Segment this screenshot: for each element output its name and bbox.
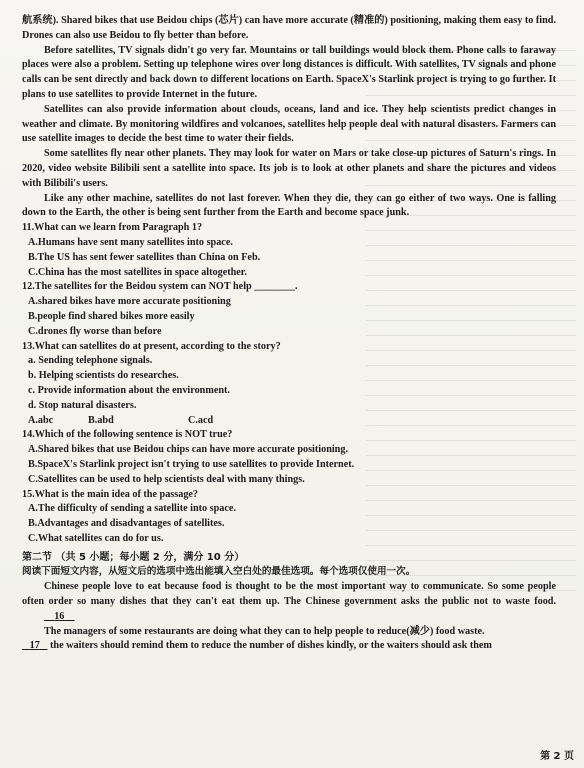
question-13	[22, 340, 556, 429]
choice-c: C.acd	[188, 414, 214, 426]
section-2-title: 第二节 （共 5 小题；每小题 2 分，满分 10 分）	[22, 551, 245, 563]
question-stem: 14.Which of the following sentence is NOT true?	[22, 429, 233, 441]
option-b: B.SpaceX's Starlink project isn't trying to use satellites to provide Internet.	[28, 458, 355, 470]
question-14	[22, 428, 556, 487]
choice-a: A.abc	[28, 414, 54, 426]
blank-16-number: 16	[54, 610, 65, 622]
question-stem: 11.What can we learn from Paragraph 1?	[22, 222, 203, 234]
choice-b: B.abd	[88, 414, 114, 426]
page-content	[22, 14, 556, 654]
passage-paragraph-1-tail: 航系统). Shared bikes that use Beidou chips (芯片) can have more accurate (精准的) positioning, making them easy to find. Drones can also use Beidou to fly better than before.	[22, 15, 556, 41]
passage-paragraph-3: Satellites can also provide information about clouds, oceans, land and ice. They help scientists predict changes in weather and climate. By monitoring wildfires and volcanoes, satellites help people deal with natural disasters. Farmers can use satellite images to decide the best time to water their fields.	[22, 103, 556, 145]
question-11	[22, 221, 556, 280]
option-a: A.Humans have sent many satellites into space.	[28, 236, 233, 248]
question-stem: 13.What can satellites do at present, according to the story?	[22, 340, 281, 352]
option-c: C.drones fly worse than before	[28, 325, 162, 337]
question-12	[22, 280, 556, 339]
option-b: B.The US has sent fewer satellites than China on Feb.	[28, 251, 261, 263]
option-b: B.Advantages and disadvantages of satellites.	[28, 518, 225, 530]
section-2-paragraph-2: The managers of some restaurants are doing what they can to help people to reduce(减少) food waste.	[44, 625, 485, 637]
question-stem: 12.The satellites for the Beidou system can NOT help ________.	[22, 281, 298, 293]
blank-17[interactable]	[22, 639, 47, 654]
option-a: A.shared bikes have more accurate positioning	[28, 296, 231, 308]
section-2-instruction: 阅读下面短文内容，从短文后的选项中选出能填入空白处的最佳选项。每个选项仅使用一次。	[22, 566, 416, 578]
option-b: B.people find shared bikes more easily	[28, 310, 195, 322]
statement-d: d. Stop natural disasters.	[28, 399, 137, 411]
blank-16[interactable]	[22, 610, 75, 625]
question-stem: 15.What is the main idea of the passage?	[22, 488, 199, 500]
option-c: C.Satellites can be used to help scientists deal with many things.	[28, 473, 305, 485]
question-15	[22, 488, 556, 547]
statement-a: a. Sending telephone signals.	[28, 355, 153, 367]
statement-b: b. Helping scientists do researches.	[28, 370, 179, 382]
paragraph-3-text: the waiters should remind them to reduce the number of dishes kindly, or the waiters should ask them	[50, 640, 492, 652]
passage-paragraph-4: Some satellites fly near other planets. They may look for water on Mars or take close-up pictures of Saturn's rings. In 2020, video website Bilibili sent a satellite into space. Its job is to look at other planets and share the pictures and videos with Bilibili's users.	[22, 148, 556, 189]
answer-choices	[28, 414, 556, 429]
passage-paragraph-5: Like any other machine, satellites do not last forever. When they die, they can go either of two ways. One is falling down to the Earth, the other is being sent further from the Earth and become space junk.	[22, 192, 556, 219]
option-a: A.Shared bikes that use Beidou chips can have more accurate positioning.	[28, 444, 348, 456]
paragraph-1-text: Chinese people love to eat because food is thought to be the most important way to communicate. So some people often order so many dishes that they can't eat them up. The Chinese government asks the public not to waste food.	[22, 581, 556, 608]
statement-c: c. Provide information about the environment.	[28, 384, 230, 396]
page-number: 第 2 页	[540, 751, 574, 762]
section-2-paragraph-1	[22, 580, 556, 624]
option-c: C.China has the most satellites in space altogether.	[28, 266, 247, 278]
option-a: A.The difficulty of sending a satellite into space.	[28, 503, 236, 515]
passage-paragraph-2: Before satellites, TV signals didn't go very far. Mountains or tall buildings would block them. Phone calls to faraway places were also a problem. Setting up telephone wires over long distances is difficult. With satellites, TV signals and phone calls can be sent directly and back down to different locations on Earth. SpaceX's Starlink project is trying to go further. It plans to use satellites to provide Internet in the future.	[22, 44, 556, 100]
blank-17-number: 17	[29, 640, 40, 652]
option-c: C.What satellites can do for us.	[28, 532, 164, 544]
section-2-paragraph-3	[22, 639, 556, 654]
